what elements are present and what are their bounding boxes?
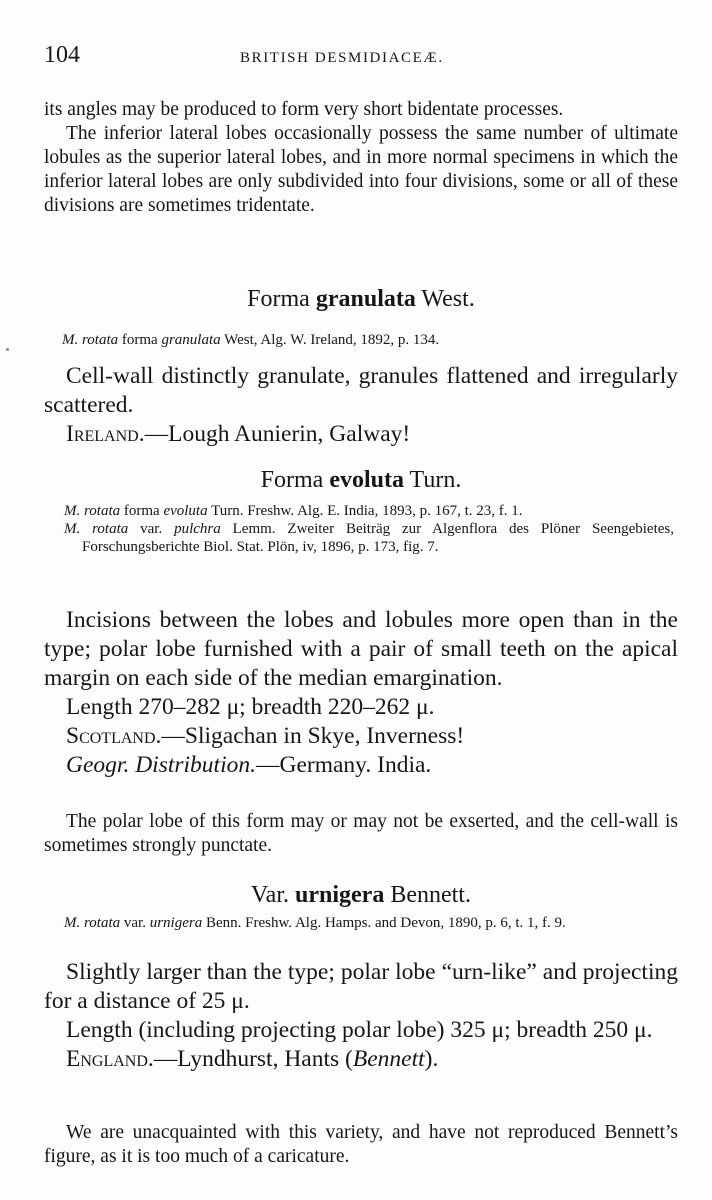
synonym-epithet: evoluta bbox=[163, 503, 208, 519]
heading-forma-granulata bbox=[44, 286, 678, 313]
urnigera-note-text: We are unacquainted with this variety, and have not reproduced Bennett’s figure, as it is too much of a caricature. bbox=[44, 1122, 678, 1167]
heading-prefix: Forma bbox=[260, 467, 330, 493]
heading-author: West. bbox=[415, 286, 475, 312]
synonym-line-2 bbox=[64, 520, 674, 556]
synonym-urnigera bbox=[64, 914, 668, 932]
synonym-epithet: granulata bbox=[161, 332, 221, 348]
heading-prefix: Forma bbox=[247, 286, 316, 312]
evoluta-desc-text: Incisions between the lobes and lobules more open than in the type; polar lobe furnished with a pair of small teeth on the apical margin on each side of the median emargination. bbox=[44, 607, 678, 691]
urnigera-measurements: Length (including projecting polar lobe) 325 μ; breadth 250 μ. bbox=[66, 1017, 653, 1043]
heading-forma-evoluta bbox=[44, 467, 678, 494]
granulata-description bbox=[44, 362, 678, 449]
granulata-desc-text: Cell-wall distinctly granulate, granules flattened and irregularly scattered. bbox=[44, 363, 678, 418]
page-header bbox=[44, 42, 674, 72]
synonym-genus: M. rotata bbox=[62, 332, 119, 348]
synonym-line bbox=[62, 331, 662, 349]
evoluta-note bbox=[44, 810, 678, 858]
synonym-genus: M. rotata bbox=[64, 915, 121, 931]
synonym-epithet: pulchra bbox=[174, 521, 221, 537]
heading-prefix: Var. bbox=[251, 882, 295, 908]
synonym-epithet: urnigera bbox=[149, 915, 203, 931]
distribution-label: Geogr. Distribution. bbox=[66, 752, 256, 778]
paper-speck bbox=[6, 348, 9, 351]
synonyms-evoluta bbox=[64, 502, 674, 556]
synonym-reference: West, Alg. W. Ireland, 1892, p. 134. bbox=[220, 332, 440, 348]
evoluta-locality bbox=[44, 722, 678, 751]
synonym-reference: Benn. Freshw. Alg. Hamps. and Devon, 1890, p. 6, t. 1, f. 9. bbox=[202, 915, 566, 931]
granulata-locality bbox=[44, 420, 678, 449]
urnigera-locality bbox=[44, 1045, 678, 1074]
synonym-granulata bbox=[62, 331, 662, 349]
synonym-genus: M. rotata bbox=[64, 503, 121, 519]
urnigera-note bbox=[44, 1121, 678, 1169]
heading-name: granulata bbox=[315, 286, 416, 312]
heading-author: Turn. bbox=[403, 467, 462, 493]
heading-name: evoluta bbox=[329, 467, 404, 493]
locality-author: Bennett bbox=[352, 1046, 425, 1072]
evoluta-distribution bbox=[44, 751, 678, 780]
heading-var-urnigera bbox=[44, 882, 678, 909]
locality-country: Ireland bbox=[66, 421, 139, 447]
locality-end: ). bbox=[424, 1046, 439, 1072]
synonym-reference: Lemm. Zweiter Beiträg zur Algenflora des Plöner Seengebietes, Forschungsberichte Biol. Stat. Plön, iv, 1896, p. 173, fig. 7. bbox=[82, 521, 674, 555]
locality-country: England bbox=[66, 1046, 148, 1072]
synonym-mid: forma bbox=[120, 503, 164, 519]
intro-text bbox=[44, 98, 678, 218]
distribution-text: —Germany. India. bbox=[255, 752, 432, 778]
evoluta-description bbox=[44, 606, 678, 780]
synonym-line-1 bbox=[64, 502, 674, 520]
evoluta-note-text: The polar lobe of this form may or may not be exserted, and the cell-wall is sometimes strongly punctate. bbox=[44, 811, 678, 856]
synonym-line bbox=[64, 914, 668, 932]
heading-author: Bennett. bbox=[384, 882, 471, 908]
urnigera-desc-text: Slightly larger than the type; polar lobe “urn-like” and projecting for a distance of 25 μ. bbox=[44, 959, 678, 1014]
synonym-mid: var. bbox=[120, 915, 150, 931]
intro-paragraph-1: its angles may be produced to form very short bidentate processes. bbox=[44, 99, 564, 120]
locality-country: Scotland bbox=[66, 723, 156, 749]
locality-text: .—Sligachan in Skye, Inverness! bbox=[155, 723, 465, 749]
synonym-mid: forma bbox=[118, 332, 162, 348]
locality-text: .—Lough Aunierin, Galway! bbox=[138, 421, 411, 447]
evoluta-measurements: Length 270–282 μ; breadth 220–262 μ. bbox=[66, 694, 435, 720]
synonym-mid: var. bbox=[128, 521, 175, 537]
synonym-reference: Turn. Freshw. Alg. E. India, 1893, p. 167, t. 23, f. 1. bbox=[207, 503, 523, 519]
synonym-genus: M. rotata bbox=[64, 521, 129, 537]
urnigera-description bbox=[44, 958, 678, 1074]
locality-text: .—Lyndhurst, Hants ( bbox=[147, 1046, 353, 1072]
intro-paragraph-2: The inferior lateral lobes occasionally possess the same number of ultimate lobules as the superior lateral lobes, and in more normal specimens in which the inferior lateral lobes are only subdivided into four divisions, some or all of these divisions are sometimes tridentate. bbox=[44, 123, 678, 216]
heading-name: urnigera bbox=[295, 882, 385, 908]
page-number: 104 bbox=[44, 42, 80, 68]
running-title: BRITISH DESMIDIACEÆ. bbox=[240, 50, 444, 66]
